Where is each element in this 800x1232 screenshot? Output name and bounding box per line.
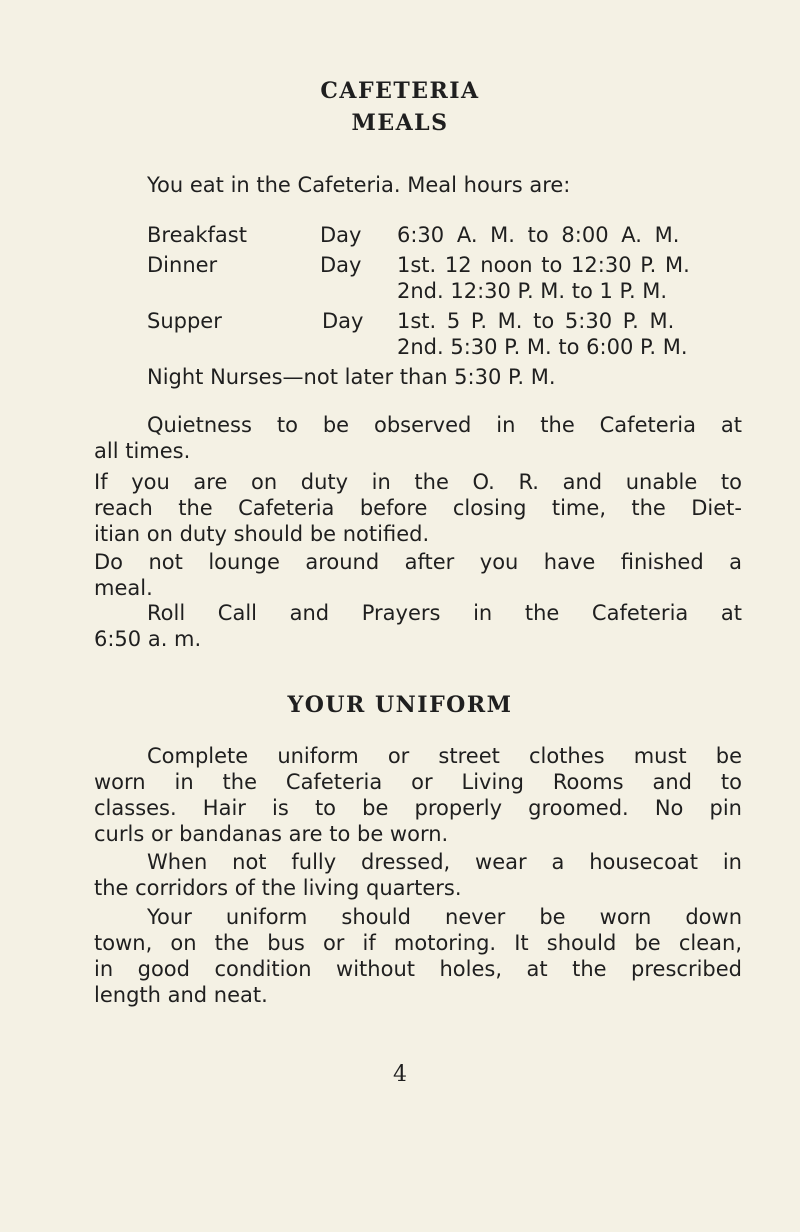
meal-time: 2nd. 12:30 P. M. to 1 P. M. [397, 279, 668, 303]
meal-hours-intro: You eat in the Cafeteria. Meal hours are: [147, 173, 571, 197]
text-line: classes. Hair is to be properly groomed. No pin [94, 796, 742, 820]
page-number: 4 [393, 1062, 407, 1087]
uniform-heading: YOUR UNIFORM [287, 692, 513, 718]
text-line: meal. [94, 576, 153, 600]
text-line: all times. [94, 439, 191, 463]
text-line: the corridors of the living quarters. [94, 876, 462, 900]
quietness-paragraph [94, 412, 742, 464]
meal-name: Dinner [147, 253, 218, 277]
text-line: Your uniform should never be worn down [147, 905, 742, 929]
text-line: Quietness to be observed in the Cafeteria at [147, 413, 742, 437]
text-line: If you are on duty in the O. R. and unable to [94, 470, 742, 494]
roll-call-paragraph [94, 600, 742, 652]
meal-name: Supper [147, 309, 222, 333]
text-line: length and neat. [94, 983, 268, 1007]
meal-time: 1st. 5 P. M. to 5:30 P. M. [397, 309, 675, 333]
meal-day: Day [320, 223, 362, 247]
text-line: worn in the Cafeteria or Living Rooms and to [94, 770, 742, 794]
meal-day: Day [320, 253, 362, 277]
cafeteria-heading: CAFETERIA [320, 78, 480, 104]
text-line: When not fully dressed, wear a housecoat in [147, 850, 742, 874]
housecoat-paragraph [94, 849, 742, 901]
text-line: Roll Call and Prayers in the Cafeteria at [147, 601, 742, 625]
text-line: Complete uniform or street clothes must be [147, 744, 742, 768]
uniform-wear-paragraph [94, 904, 742, 1008]
meal-day: Day [322, 309, 364, 333]
duty-paragraph [94, 469, 742, 547]
night-nurses-note: Night Nurses—not later than 5:30 P. M. [147, 365, 556, 389]
text-line: town, on the bus or if motoring. It should be clean, [94, 931, 742, 955]
meal-name: Breakfast [147, 223, 247, 247]
text-line: curls or bandanas are to be worn. [94, 822, 449, 846]
text-line: Do not lounge around after you have finished a [94, 550, 742, 574]
text-line: reach the Cafeteria before closing time, the Diet- [94, 496, 742, 520]
meal-time: 6:30 A. M. to 8:00 A. M. [397, 223, 680, 247]
meal-time: 1st. 12 noon to 12:30 P. M. [397, 253, 690, 277]
uniform-paragraph [94, 743, 742, 847]
text-line: 6:50 a. m. [94, 627, 202, 651]
meals-heading: MEALS [351, 110, 449, 136]
text-line: in good condition without holes, at the prescribed [94, 957, 742, 981]
lounge-paragraph [94, 549, 742, 601]
meal-time: 2nd. 5:30 P. M. to 6:00 P. M. [397, 335, 688, 359]
text-line: itian on duty should be notified. [94, 522, 430, 546]
